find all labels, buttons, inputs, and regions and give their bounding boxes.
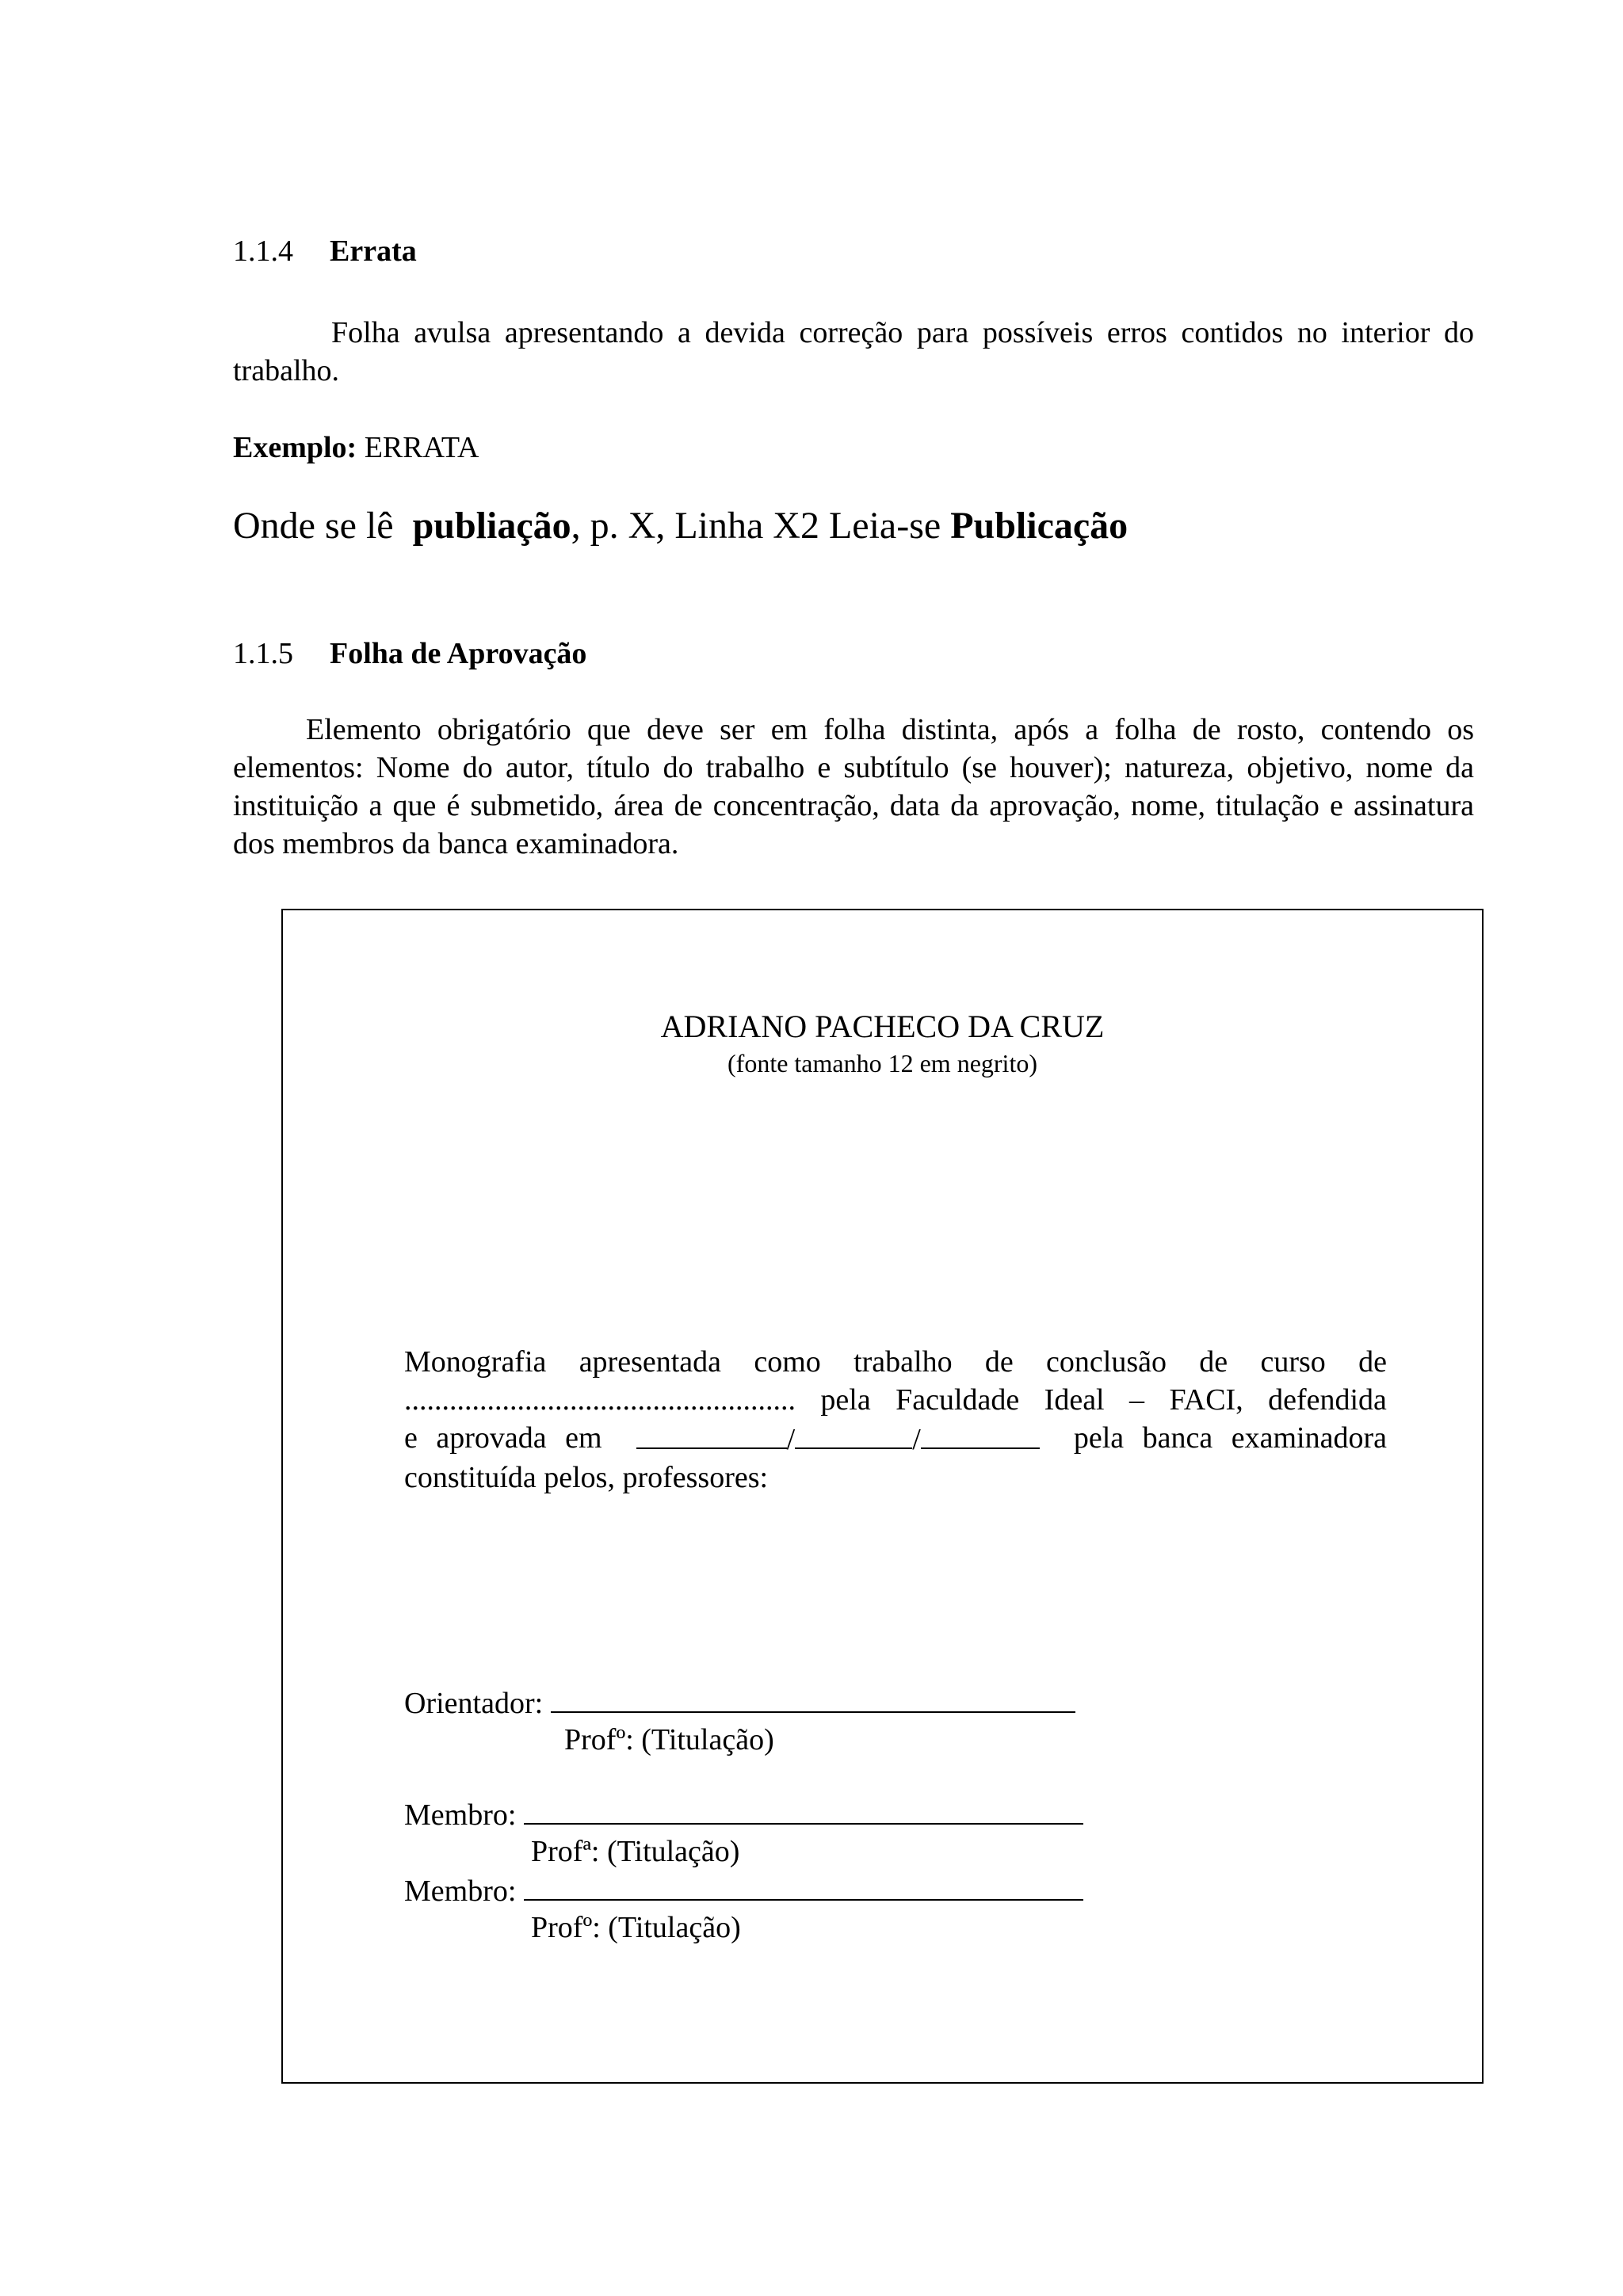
example-value: ERRATA [357, 431, 479, 464]
section-title: Errata [330, 235, 417, 268]
author-name: ADRIANO PACHECO DA CRUZ [660, 1009, 1105, 1044]
word: Ideal [1044, 1383, 1105, 1417]
date-separator: / [786, 1423, 796, 1456]
word: defendida [1268, 1383, 1387, 1417]
section-number: 1.1.5 [233, 637, 293, 670]
approval-paragraph: Elemento obrigatório que deve ser em folha distinta, após a folha de rosto, contendo os elementos: Nome do autor, título do trabalho e subtítulo (se houver); natureza, objetivo, nome da instituição a que é submetido, área de concentração, data da aprovação, nome, titulação e assinatura dos membros da banca examinadora. [233, 713, 1474, 860]
orientador-title: Profº: (Titulação) [564, 1723, 774, 1756]
word: Faculdade [896, 1383, 1020, 1417]
membro1-label: Membro: [404, 1798, 517, 1832]
orientador-label: Orientador: [404, 1687, 544, 1720]
word: conclusão [1046, 1345, 1167, 1379]
statement-approved-in: e aprovada em [404, 1421, 602, 1455]
statement-line-2 [404, 1381, 1387, 1419]
statement-line-1 [404, 1343, 1387, 1381]
section-title: Folha de Aprovação [330, 637, 587, 670]
date-separator: / [912, 1423, 921, 1456]
approval-date-field [636, 1419, 1040, 1459]
membro2-signature-line [524, 1871, 1083, 1901]
errata-line-part1: Onde se lê [233, 505, 413, 547]
statement-line-4: constituída pelos, professores: [404, 1461, 769, 1494]
example-label: Exemplo: [233, 431, 357, 464]
word: FACI, [1169, 1383, 1243, 1417]
date-year-line [921, 1419, 1040, 1449]
errata-correct-word: Publicação [950, 505, 1128, 547]
word: trabalho [854, 1345, 953, 1379]
approval-statement [404, 1343, 1387, 1497]
errata-paragraph: Folha avulsa apresentando a devida correção para possíveis erros contidos no interior do trabalho. [233, 316, 1474, 387]
word: de [984, 1345, 1014, 1379]
word: de [1199, 1345, 1228, 1379]
word: apresentada [579, 1345, 722, 1379]
errata-example [233, 429, 479, 466]
word: como [754, 1345, 821, 1379]
membro2-title: Profº: (Titulação) [531, 1911, 741, 1944]
course-placeholder: .................................................... [404, 1383, 796, 1417]
membro2-signature [404, 1871, 1083, 1910]
membro2-label: Membro: [404, 1875, 517, 1908]
errata-line [233, 504, 1128, 548]
statement-line-3 [404, 1419, 1387, 1459]
date-month-line [795, 1419, 912, 1449]
section-heading-approval [233, 635, 586, 672]
membro1-signature [404, 1794, 1083, 1834]
word: de [1358, 1345, 1387, 1379]
errata-line-part2: , p. X, Linha X2 Leia-se [571, 505, 951, 547]
word: pela [820, 1383, 871, 1417]
errata-wrong-word: publiação [412, 505, 571, 547]
membro1-title: Profª: (Titulação) [531, 1835, 740, 1868]
orientador-signature-line [551, 1683, 1075, 1713]
author-note: (fonte tamanho 12 em negrito) [727, 1049, 1037, 1077]
word: curso [1260, 1345, 1326, 1379]
section-heading-errata [233, 233, 417, 269]
membro1-signature-line [524, 1794, 1083, 1825]
word: – [1129, 1383, 1145, 1417]
word: Monografia [404, 1345, 547, 1379]
section-number: 1.1.4 [233, 235, 293, 268]
orientador-signature [404, 1683, 1075, 1722]
date-day-line [636, 1419, 787, 1449]
statement-by-board: pela banca examinadora [1073, 1421, 1387, 1455]
